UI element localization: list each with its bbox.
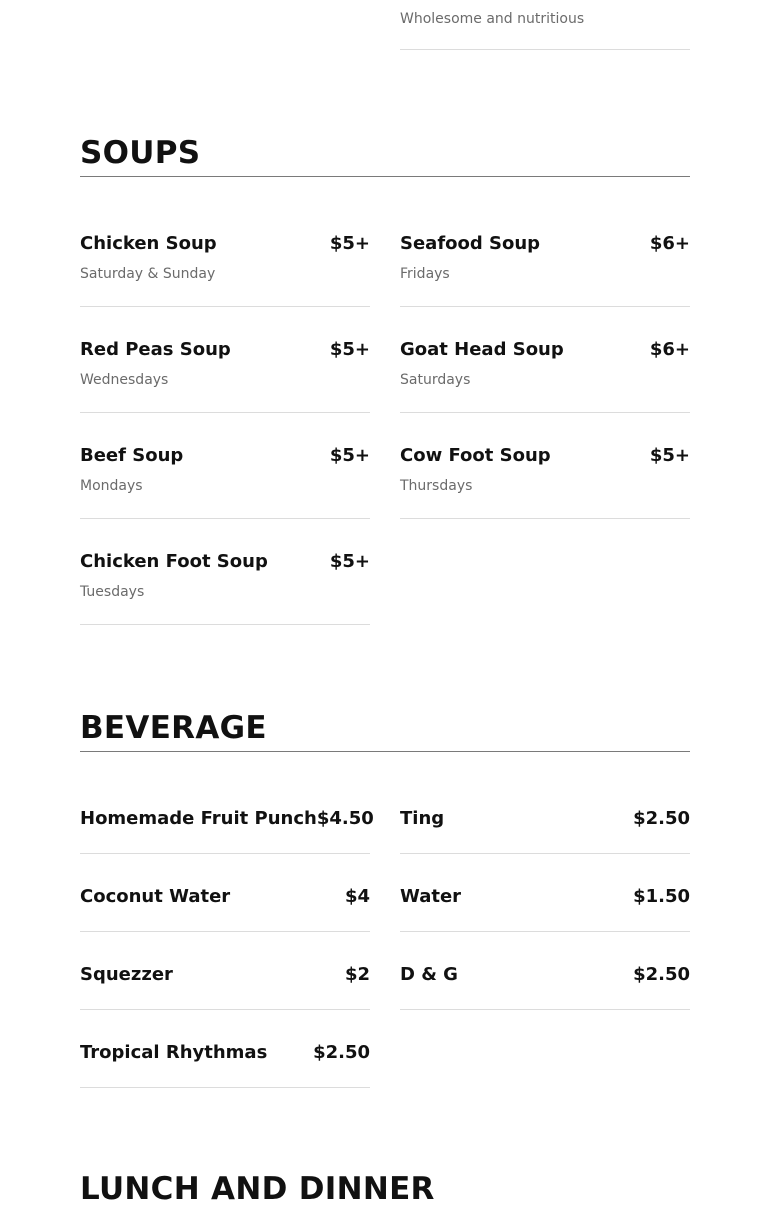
menu-item-price: $5+ [329, 233, 370, 254]
menu-item [400, 339, 690, 388]
item-divider [80, 624, 370, 625]
menu-item [80, 964, 370, 985]
menu-item [80, 808, 374, 829]
item-divider [400, 931, 690, 932]
menu-item-name: Seafood Soup [400, 233, 541, 254]
menu-item [80, 886, 370, 907]
item-divider [400, 49, 690, 50]
menu-item-description: Wednesdays [80, 372, 169, 388]
item-divider [80, 518, 370, 519]
menu-item-price: $5+ [649, 445, 690, 466]
item-divider [400, 306, 690, 307]
item-divider [400, 853, 690, 854]
menu-item-name: Red Peas Soup [80, 339, 231, 360]
section-rule [80, 176, 690, 177]
menu-item-name: Cow Foot Soup [400, 445, 551, 466]
menu-item-description: Saturday & Sunday [80, 266, 216, 282]
menu-item [400, 445, 690, 494]
menu-item-description: Saturdays [400, 372, 471, 388]
item-divider [80, 412, 370, 413]
menu-item-name: Ting [400, 808, 445, 829]
menu-item-name: Chicken Foot Soup [80, 551, 268, 572]
menu-item-price: $5+ [329, 339, 370, 360]
menu-item [80, 551, 370, 600]
item-divider [400, 1009, 690, 1010]
menu-item-description: Mondays [80, 478, 143, 494]
menu-item-name: Coconut Water [80, 886, 231, 907]
menu-item-price: $1.50 [633, 886, 690, 907]
menu-item-name: Homemade Fruit Punch [80, 808, 317, 829]
section-rule [80, 751, 690, 752]
menu-item-description: Thursdays [400, 478, 473, 494]
menu-item-price: $2.50 [633, 808, 690, 829]
menu-item-description: Tuesdays [80, 584, 145, 600]
menu-item-price: $2.50 [313, 1042, 370, 1063]
menu-item-price: $2 [344, 964, 370, 985]
menu-item [80, 233, 370, 282]
menu-item [400, 964, 690, 985]
menu-item-price: $5+ [329, 551, 370, 572]
section-title-soups: SOUPS [80, 135, 201, 171]
item-divider [400, 412, 690, 413]
menu-item [400, 808, 690, 829]
menu-item-name: Tropical Rhythmas [80, 1042, 268, 1063]
menu-item [400, 233, 690, 282]
section-title-beverage: BEVERAGE [80, 710, 267, 746]
item-divider [80, 853, 370, 854]
menu-item [80, 1042, 370, 1063]
menu-item-price: $4 [344, 886, 370, 907]
menu-item-description: Fridays [400, 266, 450, 282]
menu-item-name: Chicken Soup [80, 233, 217, 254]
item-divider [80, 306, 370, 307]
menu-item-price: $4.50 [316, 808, 374, 829]
menu-item [80, 339, 370, 388]
menu-item [80, 445, 370, 494]
menu-item-name: Goat Head Soup [400, 339, 564, 360]
menu-item-name: D & G [400, 964, 458, 985]
menu-item-name: Water [400, 886, 462, 907]
menu-item-price: $6+ [649, 233, 690, 254]
section-title-lunch-and-dinner: LUNCH AND DINNER [80, 1171, 435, 1207]
menu-item-price: $2.50 [633, 964, 690, 985]
menu-item-price: $5+ [329, 445, 370, 466]
menu-item-description: Wholesome and nutritious [400, 11, 585, 27]
menu-item [400, 886, 690, 907]
item-divider [80, 931, 370, 932]
item-divider [80, 1087, 370, 1088]
menu-item-name: Squezzer [80, 964, 173, 985]
item-divider [80, 1009, 370, 1010]
menu-item-name: Beef Soup [80, 445, 184, 466]
menu-item-price: $6+ [649, 339, 690, 360]
item-divider [400, 518, 690, 519]
